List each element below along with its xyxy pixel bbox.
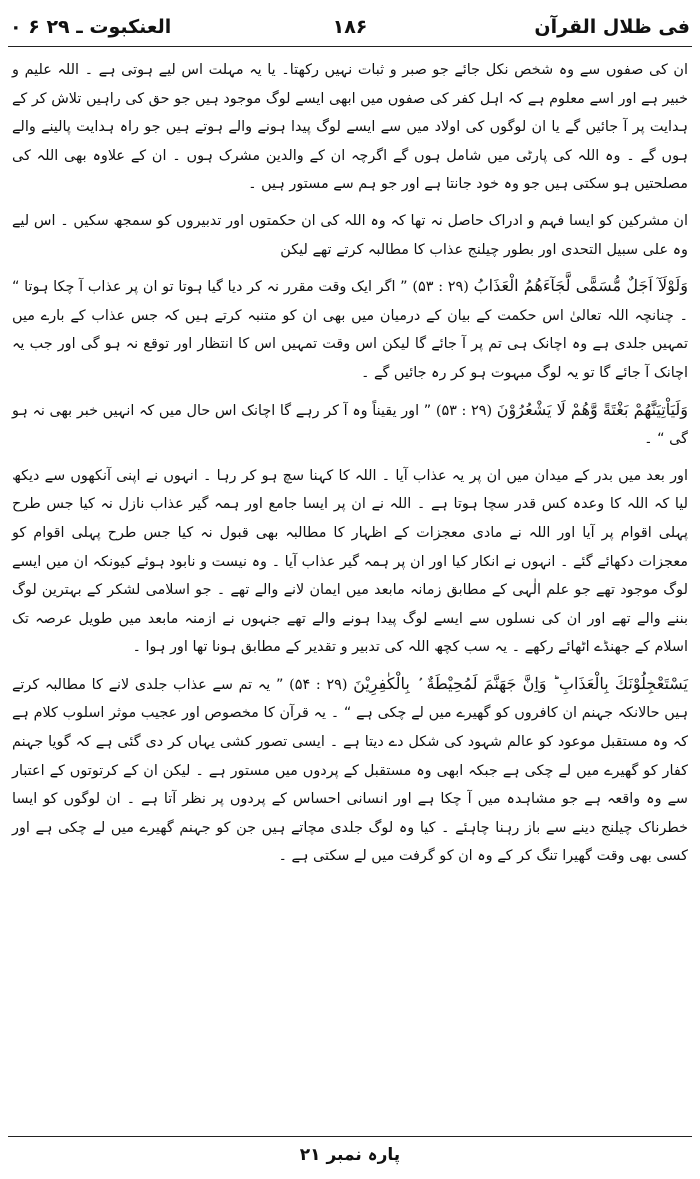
paragraph-text: اور بعد میں بدر کے میدان میں ان پر یہ عذاب آیا ۔ اللہ کا کہنا سچ ہو کر رہا ۔ انہوں نے اپنی آنکھوں سے دیکھ لیا کہ اللہ کا وعدہ کس قدر سچا ہوتا ہے ۔ اللہ نے ان پر ایسا جامع اور ہمہ گیر عذاب نازل نہ کیا جس طرح پہلی اقوام پر آیا اور اللہ نے مادی معجزات کے اظہار کا مطالبہ بھی قبول نہ کیا جس طرح پہلی اقوام کو معجزات دکھائے گئے ۔ انہوں نے انکار کیا اور ان پر ہمہ گیر عذاب آیا ۔ وہ نیست و نابود ہوئے کیونکہ ان میں ایسے لوگ موجود تھے جو علم الٰہی کے مطابق زمانہ مابعد میں ایمان لانے والے تھے ۔ جو اسلامی لشکر کے بہترین لوگ بننے والے تھے اور ان کی نسلوں سے ایسے لوگ پیدا ہونے والے تھے جنہوں نے ازمنہ مابعد میں طویل عرصہ تک اسلام کے جھنڈے اٹھائے رکھے ۔ یہ سب کچھ اللہ کی تدبیر و تقدیر کے مطابق ہونا تھا اور ہوا ۔ [12, 467, 688, 656]
para-number-label: پارہ نمبر ۲۱ [299, 1145, 401, 1165]
quran-verse: يَسْتَعْجِلُوْنَكَ بِالْعَذَابِ ؕ وَاِنَّ جَهَنَّمَ لَمُحِيْطَةٌ ۢ بِالْكٰفِرِيْنَ [353, 673, 689, 693]
verse-reference: (۲۹ : ۵۴) [289, 676, 348, 693]
paragraph-3 [12, 272, 688, 387]
paragraph-text: ان کی صفوں سے وہ شخص نکل جائے جو صبر و ثبات نہیں رکھتا۔ یا یہ مہلت اس لیے ہوتی ہے ۔ اللہ علیم و خبیر ہے اور اسے معلوم ہے کہ اہل کفر کی صفوں میں ابھی ایسے لوگ موجود ہیں جو حق کی راہیں تلاش کر کے ہدایت پر آ جائیں گے یا ان لوگوں کی اولاد میں سے ایسے لوگ پیدا ہونے والے ہوتے ہیں جو راہ ہدایت پالینے والے ہوں گے ۔ وہ اللہ کی پارٹی میں شامل ہوں گے اگرچہ ان کے والدین مشرک ہوں ۔ ان کے علاوہ بھی اللہ کی مصلحتیں ہو سکتی ہیں جو وہ خود جانتا ہے اور جو ہم سے مستور ہیں ۔ [12, 62, 688, 193]
paragraph-4 [12, 396, 688, 454]
book-title: فی ظلال القرآن [534, 16, 690, 38]
quran-verse: وَلَوْلَآ اَجَلٌ مُّسَمًّى لَّجَآءَهُمُ الْعَذَابُ [473, 276, 689, 296]
page-number: ۱۸۶ [332, 16, 368, 38]
paragraph-text: ” اگر ایک وقت مقرر نہ کر دیا گیا ہوتا تو ان پر عذاب آ چکا ہوتا “ ۔ چنانچہ اللہ تعالیٰ اس حکمت کے بیان کے درمیان میں بھی ان کو متنبہ کرتے ہیں کہ جس عذاب کے بارے میں تمہیں جلدی ہے وہ اچانک ہی تم پر آ جائے گا لیکن اس وقت تمہیں اس کا انتظار اور توقع نہ ہو گی اور جب یہ اچانک آ جائے گا تو یہ لوگ مبہوت ہو کر رہ جائیں گے ۔ [12, 279, 688, 381]
paragraph-1 [12, 56, 688, 199]
footer-divider [8, 1136, 692, 1137]
page-body [12, 56, 688, 879]
verse-reference: (۲۹ : ۵۳) [412, 279, 469, 296]
paragraph-2 [12, 207, 688, 264]
paragraph-text: ” اور یقیناً وہ آ کر رہے گا اچانک اس حال میں کہ انہیں خبر بھی نہ ہو گی “ ۔ [12, 402, 688, 448]
paragraph-6 [12, 670, 688, 871]
header-divider [8, 46, 692, 47]
paragraph-5 [12, 462, 688, 662]
verse-reference: (۲۹ : ۵۳) [435, 402, 493, 419]
quran-verse: وَلَيَاْتِيَنَّهُمْ بَغْتَةً وَّهُمْ لَا يَشْعُرُوْنَ [496, 399, 689, 419]
surah-info: ۰ ۶ العنکبوت ـ ۲۹ [10, 16, 172, 38]
page-header [10, 14, 690, 44]
paragraph-text: ” یہ تم سے عذاب جلدی لانے کا مطالبہ کرتے ہیں حالانکہ جہنم ان کافروں کو گھیرے میں لے چکی ہے “ ۔ یہ قرآن کا مخصوص اور عجیب موثر اسلوب کلام ہے کہ وہ مستقبل موعود کو عالم شہود کی شکل دے دیتا ہے ۔ ایسی تصور کشی یہاں کر دی گئی ہے کہ گویا جہنم کفار کو گھیرے میں لے چکی ہے جبکہ ابھی وہ مستقبل کے پردوں میں مستور ہے ۔ لیکن ان کے کرتوتوں کے اعتبار سے وہ واقعہ ہے جو مشاہدہ میں آ چکا ہے اور انسانی احساس کے پردوں پر نظر آتا ہے ۔ ان لوگوں کو ایسا خطرناک چیلنج دینے سے باز رہنا چاہئے ۔ کیا وہ لوگ جلدی مچاتے ہیں جن کو جہنم گھیرے میں لے چکی ہے اور کسی بھی وقت گھیرا تنگ کر کے وہ ان کو گرفت میں لے سکتی ہے ۔ [12, 676, 688, 865]
paragraph-text: ان مشرکین کو ایسا فہم و ادراک حاصل نہ تھا کہ وہ اللہ کی ان حکمتوں اور تدبیروں کو سمجھ سکیں ۔ اس لیے وہ علی سبیل التحدی اور بطور چیلنج عذاب کا مطالبہ کرتے تھے لیکن [12, 212, 688, 258]
